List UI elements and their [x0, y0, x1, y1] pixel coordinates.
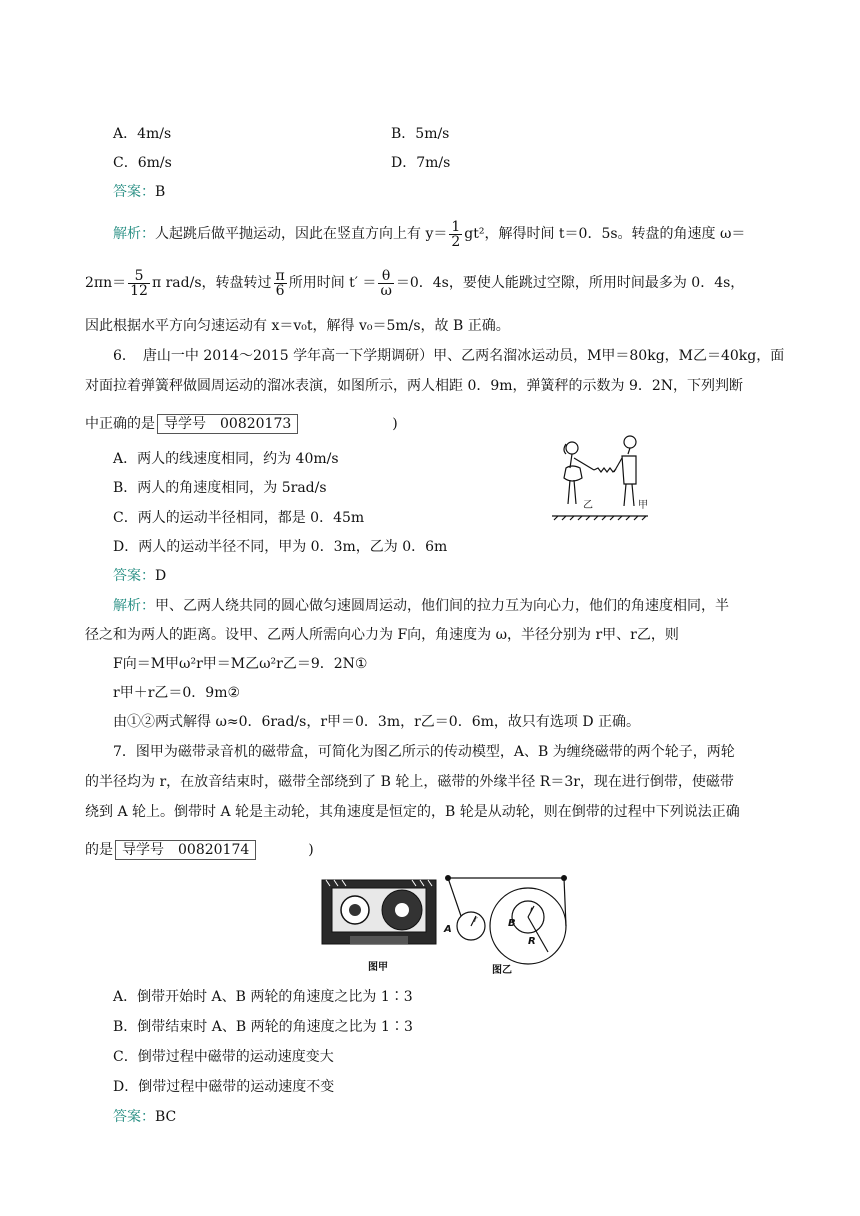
q5-analysis-line2 — [85, 268, 744, 298]
q7-answer — [113, 1107, 176, 1127]
guide-number-box: 导学号 00820173 — [157, 414, 298, 434]
q5-analysis-line3: 因此根据水平方向匀速运动有 x＝v₀t，解得 v₀＝5m/s，故 B 正确。 — [85, 318, 510, 334]
analysis-label: 解析： — [113, 598, 155, 614]
text: 中正确的是 — [85, 416, 155, 432]
q6-analysis-line1 — [113, 596, 729, 616]
text: ) — [392, 416, 398, 432]
q6-stem-line3 — [85, 414, 398, 434]
text: gt²，解得时间 t＝0．5s。转盘的角速度 ω＝ — [464, 226, 746, 242]
q6-stem-line1: 6． 唐山一中 2014～2015 学年高一下学期调研）甲、乙两名溜冰运动员，M甲＝80kg，M乙＝40kg，面 — [113, 348, 785, 364]
q6-option-b: B．两人的角速度相同，为 5rad/s — [113, 480, 327, 496]
q7-stem-line4 — [85, 840, 314, 860]
figure-label-yi: 乙 — [583, 500, 593, 511]
numerator: π — [275, 267, 285, 284]
figure-label-r-a: r — [474, 915, 478, 924]
answer-label: 答案： — [113, 1109, 155, 1125]
fraction — [378, 269, 393, 298]
text: ) — [308, 842, 314, 858]
text: π rad/s，转盘转过 — [151, 275, 272, 291]
answer-label: 答案： — [113, 184, 155, 200]
numerator: 1 — [451, 218, 461, 235]
q5-analysis-line1 — [113, 219, 745, 249]
figure-label-R: R — [528, 936, 536, 947]
answer-label: 答案： — [113, 568, 155, 584]
denominator: 2 — [451, 233, 461, 250]
q5-option-b: B．5m/s — [391, 126, 450, 142]
q5-option-c: C．6m/s — [113, 155, 172, 171]
q7-option-b: B．倒带结束时 A、B 两轮的角速度之比为 1∶3 — [113, 1019, 413, 1035]
denominator: 6 — [275, 282, 285, 299]
q5-option-a: A．4m/s — [113, 126, 172, 142]
numerator: 5 — [128, 269, 150, 284]
answer-value: B — [155, 184, 166, 200]
guide-number-box: 导学号 00820174 — [115, 840, 256, 860]
cassette-figure — [320, 876, 440, 976]
text: ＝0．4s，要使人能跳过空隙，所用时间最多为 0．4s， — [395, 275, 745, 291]
figure-label-r-b: r — [530, 905, 534, 914]
q6-equation-2: r甲＋r乙＝0．9m② — [113, 685, 241, 701]
q5-option-d: D．7m/s — [391, 155, 451, 171]
q5-answer — [113, 182, 165, 202]
text: 人起跳后做平抛运动，因此在竖直方向上有 y＝ — [155, 226, 448, 242]
q6-option-d: D．两人的运动半径不同，甲为 0．3m，乙为 0．6m — [113, 539, 448, 555]
fraction — [274, 269, 287, 298]
q6-option-a: A．两人的线速度相同，约为 40m/s — [113, 451, 339, 467]
figure-label-B: B — [508, 918, 516, 929]
answer-value: D — [155, 568, 167, 584]
denominator: 12 — [130, 282, 148, 299]
q7-stem-line1: 7．图甲为磁带录音机的磁带盒，可简化为图乙所示的传动模型，A、B 为缠绕磁带的两个轮子，两轮 — [113, 744, 735, 760]
q7-stem-line2: 的半径均为 r，在放音结束时，磁带全部绕到了 B 轮上，磁带的外缘半径 R＝3r，现在进行倒带，使磁带 — [85, 774, 734, 790]
q6-equation-1: F向＝M甲ω²r甲＝M乙ω²r乙＝9．2N① — [113, 656, 368, 672]
q6-option-c: C．两人的运动半径相同，都是 0．45m — [113, 510, 365, 526]
figure-caption-a: 图甲 — [368, 962, 388, 973]
figure-caption-b: 图乙 — [492, 965, 512, 976]
skaters-figure — [550, 432, 650, 522]
q7-option-d: D．倒带过程中磁带的运动速度不变 — [113, 1079, 335, 1095]
figure-label-A: A — [444, 924, 452, 935]
text: 2πn＝ — [85, 275, 127, 291]
q6-answer — [113, 566, 166, 586]
text: 甲、乙两人绕共同的圆心做匀速圆周运动，他们间的拉力互为向心力，他们的角速度相同，半 — [155, 598, 729, 614]
q6-conclusion: 由①②两式解得 ω≈0．6rad/s，r甲＝0．3m，r乙＝0．6m，故只有选项 D 正确。 — [113, 714, 641, 730]
q6-stem-line2: 对面拉着弹簧秤做圆周运动的溜冰表演，如图所示，两人相距 0．9m，弹簧秤的示数为 9．2N，下列判断 — [85, 378, 744, 394]
numerator: θ — [378, 269, 393, 284]
denominator: ω — [380, 282, 392, 299]
answer-value: BC — [155, 1109, 177, 1125]
transmission-model-figure — [440, 870, 570, 976]
text: 所用时间 t′ ＝ — [288, 275, 377, 291]
q7-option-c: C．倒带过程中磁带的运动速度变大 — [113, 1049, 334, 1065]
fraction — [128, 269, 150, 298]
fraction — [449, 220, 462, 249]
q6-analysis-line2: 径之和为两人的距离。设甲、乙两人所需向心力为 F向，角速度为 ω，半径分别为 r甲、r乙，则 — [85, 627, 679, 643]
analysis-label: 解析： — [113, 226, 155, 242]
text: 的是 — [85, 842, 113, 858]
figure-label-jia: 甲 — [638, 500, 648, 511]
q7-option-a: A．倒带开始时 A、B 两轮的角速度之比为 1∶3 — [113, 989, 413, 1005]
q7-stem-line3: 绕到 A 轮上。倒带时 A 轮是主动轮，其角速度是恒定的，B 轮是从动轮，则在倒带的过程中下列说法正确 — [85, 804, 740, 820]
